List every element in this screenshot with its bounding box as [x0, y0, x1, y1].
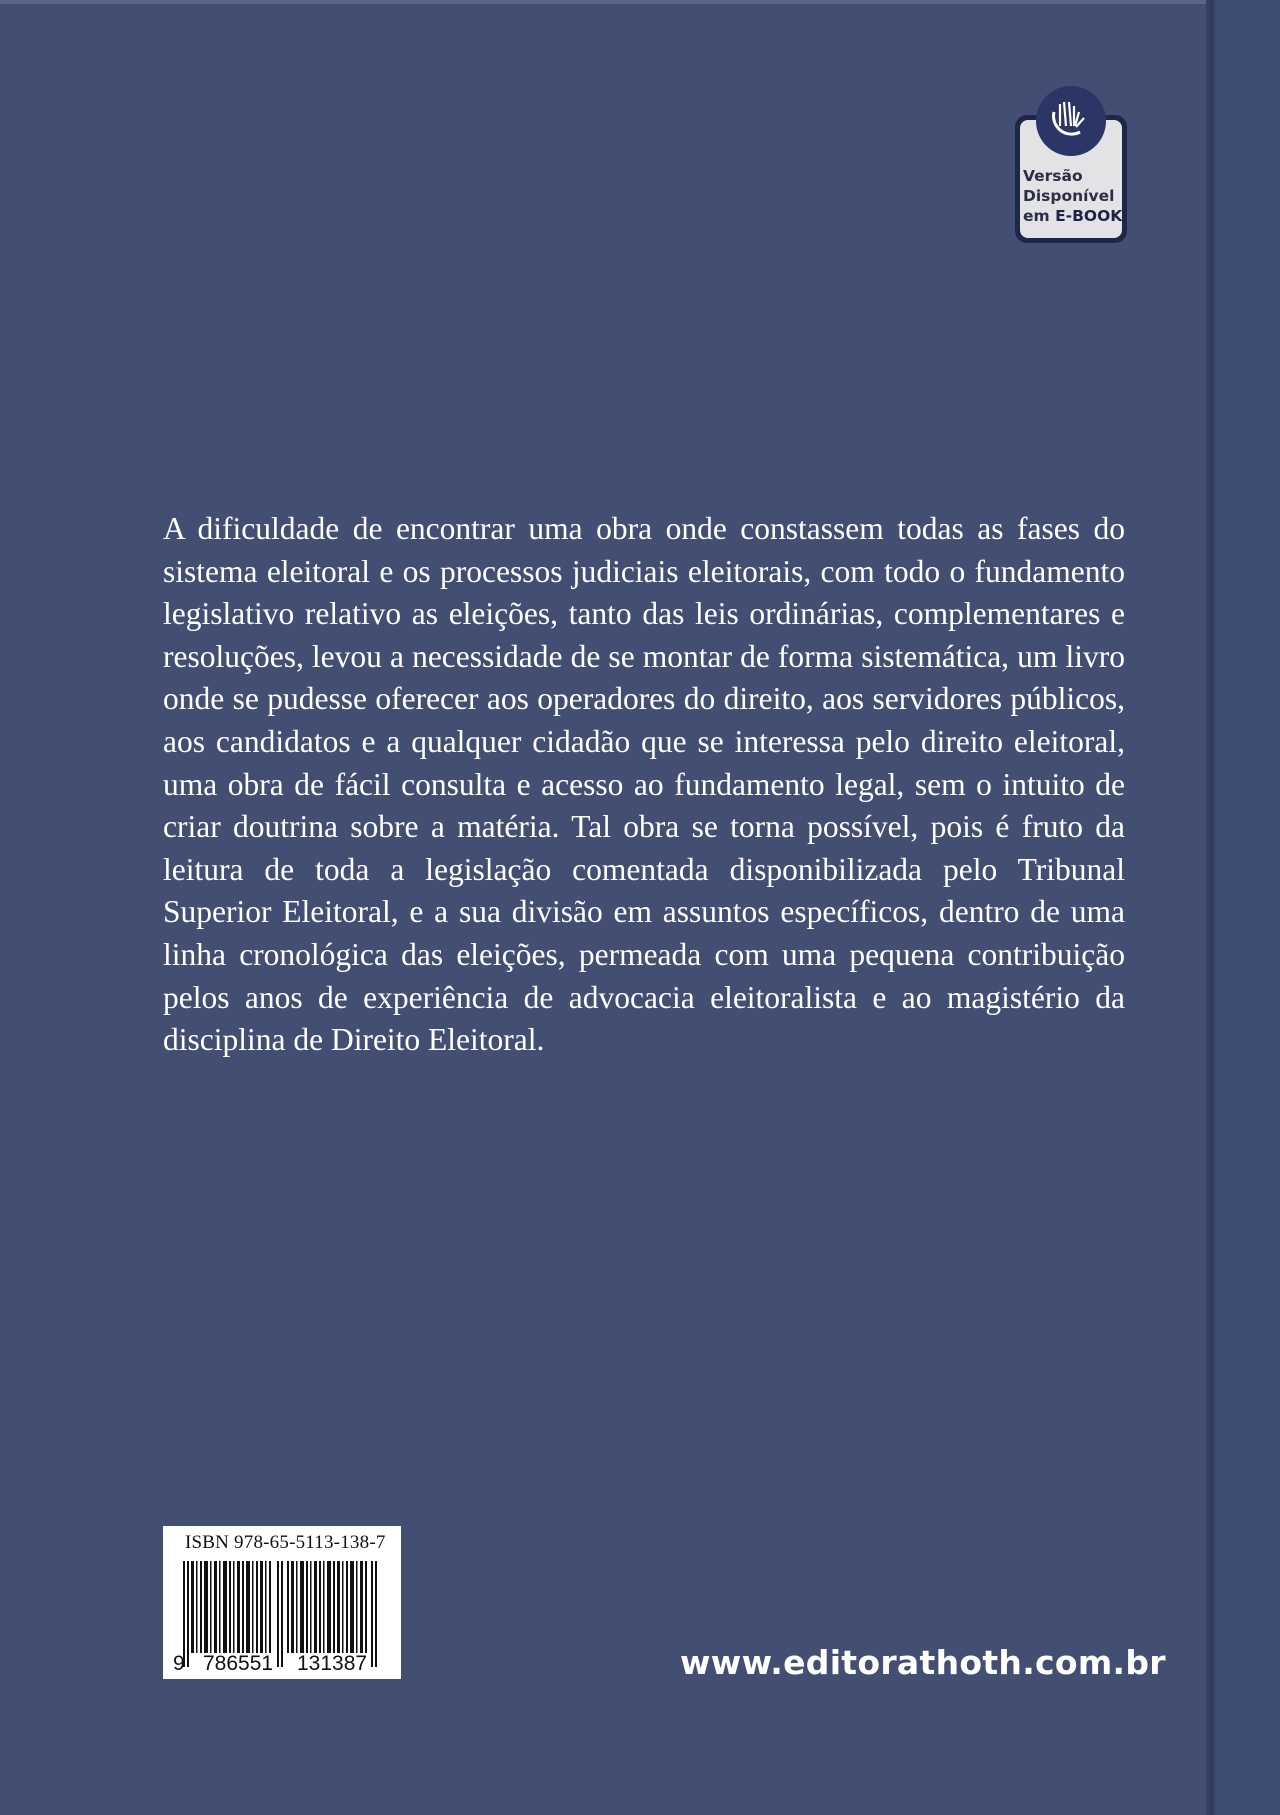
cover-top-edge: [0, 0, 1280, 4]
back-cover-blurb: A dificuldade de encontrar uma obra onde constassem todas as fases do sistema eleitoral e os processos judiciais eleitorais, com todo o fundamento legislativo relativo as eleições, tanto das leis ordinárias, complementares e resoluções, levou a necessidade de se montar de forma sistemática, um livro onde se pudesse oferecer aos operadores do direito, aos servidores públicos, aos candidatos e a qualquer cidadão que se interessa pelo direito eleitoral, uma obra de fácil consulta e acesso ao fundamento legal, sem o intuito de criar doutrina sobre a matéria. Tal obra se torna possível, pois é fruto da leitura de toda a legislação comentada disponibilizada pelo Tribunal Superior Eleitoral, e a sua divisão em assuntos específicos, dentro de uma linha cronológica das eleições, permeada com uma pequena contribuição pelos anos de experiência de advocacia eleitoralista e ao magistério da disciplina de Direito Eleitoral.: [163, 511, 1125, 1058]
ebook-line-1: Versão: [1023, 167, 1083, 185]
ebook-line-3-prefix: em: [1023, 207, 1056, 225]
isbn-barcode: [163, 1526, 401, 1679]
ebook-line-2: Disponível: [1023, 187, 1115, 205]
ebook-badge-text: [1023, 166, 1123, 226]
ebook-line-3: [1023, 206, 1123, 226]
book-spine: [1216, 0, 1280, 1815]
barcode-digits-left: 786551: [203, 1652, 274, 1675]
publisher-website: www.editorathoth.com.br: [680, 1643, 1166, 1682]
spine-fold: [1206, 0, 1216, 1815]
barcode-digits-right: 131387: [297, 1652, 368, 1675]
barcode-digit-first: 9: [173, 1652, 185, 1675]
isbn-number: ISBN 978-65-5113-138-7: [185, 1532, 386, 1553]
open-book-icon: [1036, 86, 1106, 156]
ebook-label: E-BOOK: [1055, 207, 1123, 225]
